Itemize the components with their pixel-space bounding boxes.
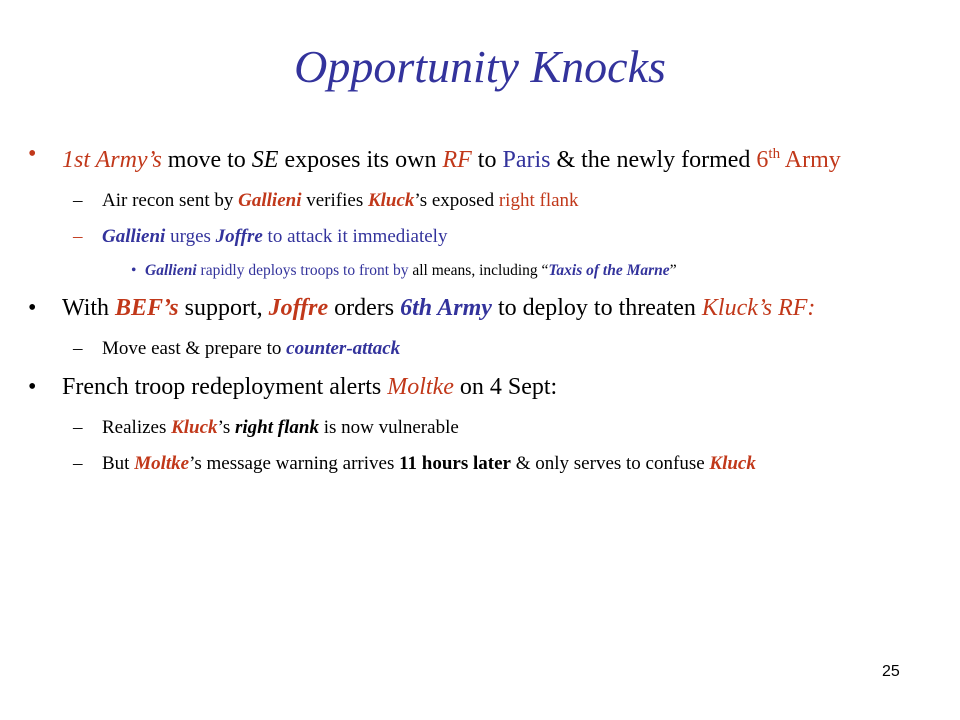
text-run: counter-attack [286,338,401,359]
bullet-marker: • [28,295,37,321]
text-run: Kluck [367,190,415,211]
superscript: th [768,146,781,162]
text-run: exposes its own [278,147,443,173]
text-run: ’s exposed [414,190,499,211]
slide-body [28,140,868,488]
text-run: orders [328,295,401,321]
text-run: Kluck [709,453,756,474]
text-run: With [62,295,116,321]
text-run: RF [442,147,472,173]
text-run: Army [780,147,841,173]
text-run: to [471,147,503,173]
text-run: is now vulnerable [318,417,459,438]
text-run: ” [669,262,677,279]
text-run: Move east & prepare to [102,338,287,359]
bullet-marker: • [131,262,137,279]
text-run: right flank [498,190,579,211]
bullet-1a [28,189,868,213]
text-run: Gallieni [238,190,302,211]
dash-marker: – [73,190,83,211]
text-run: to attack it immediately [262,226,448,247]
text-run: Moltke [387,374,454,400]
bullet-3b [28,452,868,476]
text-run: all means, including “ [412,262,549,279]
text-run: Air recon sent by [102,190,239,211]
dash-marker: – [73,338,83,359]
text-run: But [102,453,135,474]
text-run: Gallieni [102,226,166,247]
text-run: French troop redeployment alerts [62,374,388,400]
bullet-1b [28,225,868,249]
slide-title: Opportunity Knocks [294,41,666,92]
bullet-1b1 [28,261,868,280]
text-run: Joffre [215,226,263,247]
text-run: move to [161,147,252,173]
text-run: Moltke [134,453,190,474]
text-run: Taxis of the Marne [548,262,670,279]
text-run: 1st Army’s [62,147,162,173]
text-run: ’s [217,417,235,438]
text-run: rapidly deploys troops to front by [196,262,413,279]
bullet-marker: • [28,141,37,167]
bullet-1 [28,140,868,175]
text-run: SE [251,147,279,173]
text-run: on 4 Sept: [453,374,558,400]
text-run: Kluck’s RF: [701,295,816,321]
dash-marker: – [73,417,83,438]
text-run: & the newly formed [550,147,757,173]
text-run: & only serves to confuse [510,453,710,474]
bullet-2a [28,337,868,361]
text-run: BEF’s [115,295,179,321]
dash-marker: – [73,226,83,247]
text-run: 6th Army [400,295,492,321]
text-run: 6 [756,147,769,173]
text-run: urges [165,226,216,247]
text-run: to deploy to threaten [491,295,702,321]
bullet-2 [28,294,868,323]
text-run: 11 hours later [399,453,511,474]
text-run: support, [178,295,269,321]
text-run: ’s message warning arrives [189,453,400,474]
text-run: Joffre [268,295,329,321]
dash-marker: – [73,453,83,474]
text-run: verifies [301,190,368,211]
bullet-3a [28,416,868,440]
bullet-3 [28,373,868,402]
text-run: Kluck [171,417,218,438]
page-number: 25 [882,663,900,680]
bullet-marker: • [28,374,37,400]
text-run: Paris [502,147,551,173]
text-run: Realizes [102,417,172,438]
text-run: Gallieni [145,262,197,279]
text-run: right flank [235,417,319,438]
